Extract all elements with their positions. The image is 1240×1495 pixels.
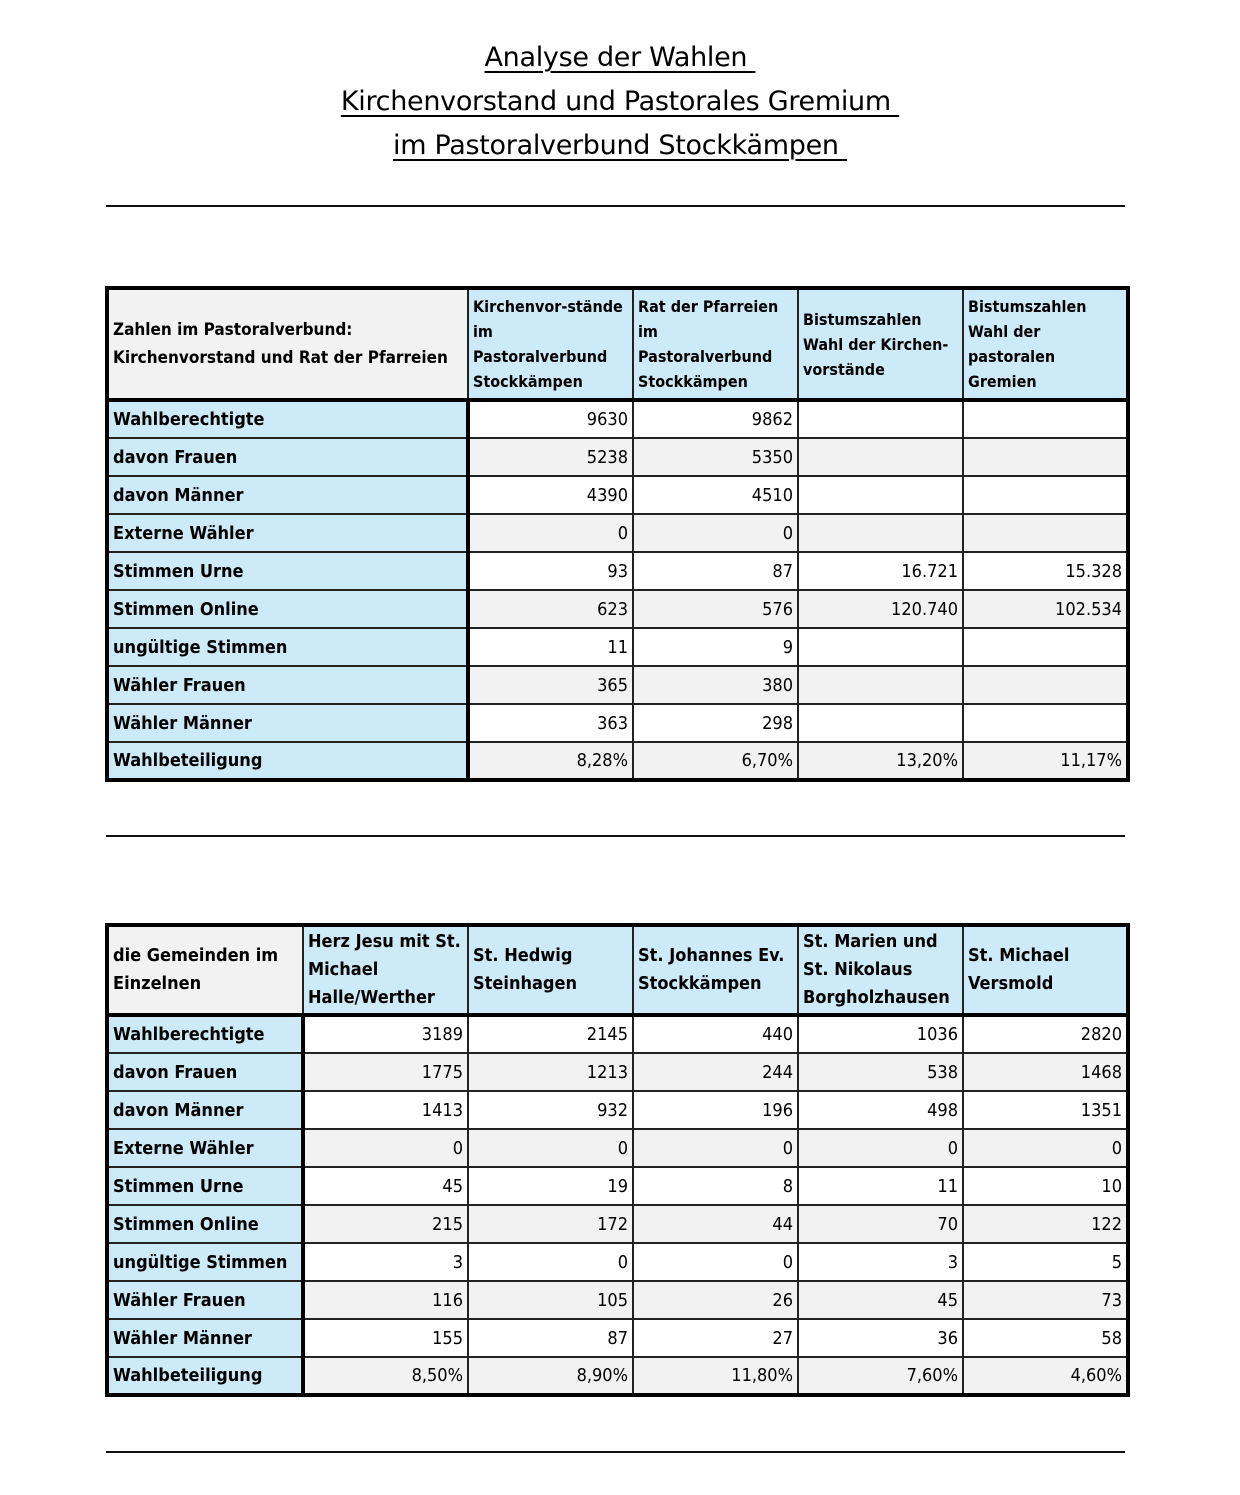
table-cell: 0 <box>633 514 798 552</box>
table2-body <box>107 1015 1128 1395</box>
table-row <box>107 1281 1128 1319</box>
column-header: St. Michael Versmold <box>963 925 1128 1015</box>
separator-line-2 <box>106 835 1125 837</box>
table-cell: 9 <box>633 628 798 666</box>
table-cell: 13,20% <box>798 742 963 780</box>
row-label: Stimmen Urne <box>107 1167 303 1205</box>
table-cell <box>963 514 1128 552</box>
table-cell: 9630 <box>468 400 633 438</box>
column-header: Kirchenvor-stände im Pastoralverbund Stockkämpen <box>468 288 633 400</box>
row-label: ungültige Stimmen <box>107 628 468 666</box>
row-label: Wähler Frauen <box>107 1281 303 1319</box>
table-cell: 0 <box>468 514 633 552</box>
table-cell: 44 <box>633 1205 798 1243</box>
table-cell <box>963 666 1128 704</box>
table-cell: 5 <box>963 1243 1128 1281</box>
table-row <box>107 400 1128 438</box>
table-row <box>107 476 1128 514</box>
column-header: St. Johannes Ev. Stockkämpen <box>633 925 798 1015</box>
table-cell: 15.328 <box>963 552 1128 590</box>
table-cell <box>963 438 1128 476</box>
table-cell: 11 <box>468 628 633 666</box>
table-cell: 623 <box>468 590 633 628</box>
table-row <box>107 1205 1128 1243</box>
table-cell: 2145 <box>468 1015 633 1053</box>
table-row <box>107 1357 1128 1395</box>
table-row <box>107 628 1128 666</box>
table-cell: 440 <box>633 1015 798 1053</box>
column-header: Bistumszahlen Wahl der pastoralen Gremien <box>963 288 1128 400</box>
table-cell: 27 <box>633 1319 798 1357</box>
table-cell: 4510 <box>633 476 798 514</box>
table-cell: 8,28% <box>468 742 633 780</box>
table-cell <box>798 628 963 666</box>
table-header-row <box>107 925 1128 1015</box>
table-cell: 122 <box>963 1205 1128 1243</box>
table-cell: 5350 <box>633 438 798 476</box>
table-cell: 538 <box>798 1053 963 1091</box>
table-cell: 0 <box>963 1129 1128 1167</box>
table-row <box>107 1167 1128 1205</box>
table1-body <box>107 400 1128 780</box>
table-cell <box>798 704 963 742</box>
table-cell: 1213 <box>468 1053 633 1091</box>
table-cell: 93 <box>468 552 633 590</box>
table-cell <box>963 628 1128 666</box>
table-cell: 58 <box>963 1319 1128 1357</box>
table-row <box>107 1129 1128 1167</box>
table-cell: 8,50% <box>303 1357 468 1395</box>
table-cell: 6,70% <box>633 742 798 780</box>
title-line-1: Analyse der Wahlen <box>484 42 756 73</box>
table-cell: 1413 <box>303 1091 468 1129</box>
row-label: Wähler Männer <box>107 704 468 742</box>
table-cell: 576 <box>633 590 798 628</box>
table-corner-header: Zahlen im Pastoralverbund: Kirchenvorstand und Rat der Pfarreien <box>107 288 468 400</box>
column-header: St. Marien und St. Nikolaus Borgholzhausen <box>798 925 963 1015</box>
row-label: davon Männer <box>107 476 468 514</box>
row-label: Wähler Männer <box>107 1319 303 1357</box>
table-row <box>107 590 1128 628</box>
table-cell: 8,90% <box>468 1357 633 1395</box>
table-cell <box>963 476 1128 514</box>
row-label: Wähler Frauen <box>107 666 468 704</box>
table-cell: 5238 <box>468 438 633 476</box>
separator-line-1 <box>106 205 1125 207</box>
row-label: Wahlberechtigte <box>107 400 468 438</box>
pastoralverbund-table <box>105 286 1130 782</box>
row-label: Wahlbeteiligung <box>107 742 468 780</box>
table-cell: 3 <box>798 1243 963 1281</box>
table-cell: 0 <box>303 1129 468 1167</box>
table-cell: 1351 <box>963 1091 1128 1129</box>
table-cell: 7,60% <box>798 1357 963 1395</box>
column-header: Herz Jesu mit St. Michael Halle/Werther <box>303 925 468 1015</box>
table-cell: 298 <box>633 704 798 742</box>
table-cell: 1468 <box>963 1053 1128 1091</box>
table-cell: 363 <box>468 704 633 742</box>
table-cell: 87 <box>468 1319 633 1357</box>
table-cell: 19 <box>468 1167 633 1205</box>
table-cell: 26 <box>633 1281 798 1319</box>
table-cell: 73 <box>963 1281 1128 1319</box>
table-cell: 4390 <box>468 476 633 514</box>
table-cell: 244 <box>633 1053 798 1091</box>
row-label: davon Männer <box>107 1091 303 1129</box>
table-row <box>107 438 1128 476</box>
table-cell: 2820 <box>963 1015 1128 1053</box>
table-cell: 365 <box>468 666 633 704</box>
table-cell <box>963 400 1128 438</box>
table-cell: 16.721 <box>798 552 963 590</box>
table-cell: 0 <box>468 1243 633 1281</box>
table-cell: 4,60% <box>963 1357 1128 1395</box>
document-title <box>0 36 1240 168</box>
row-label: Stimmen Online <box>107 590 468 628</box>
table-row <box>107 1243 1128 1281</box>
table-cell: 155 <box>303 1319 468 1357</box>
table-cell: 10 <box>963 1167 1128 1205</box>
table-cell: 1775 <box>303 1053 468 1091</box>
table-cell: 70 <box>798 1205 963 1243</box>
table-cell: 1036 <box>798 1015 963 1053</box>
row-label: Stimmen Online <box>107 1205 303 1243</box>
table-cell <box>798 400 963 438</box>
table-cell: 932 <box>468 1091 633 1129</box>
table-cell <box>798 438 963 476</box>
table-row <box>107 1319 1128 1357</box>
table-cell: 102.534 <box>963 590 1128 628</box>
table-row <box>107 666 1128 704</box>
table-cell: 87 <box>633 552 798 590</box>
table-cell: 36 <box>798 1319 963 1357</box>
table-cell <box>963 704 1128 742</box>
row-label: davon Frauen <box>107 1053 303 1091</box>
table-row <box>107 1053 1128 1091</box>
table-cell <box>798 514 963 552</box>
row-label: Externe Wähler <box>107 514 468 552</box>
table-cell: 172 <box>468 1205 633 1243</box>
row-label: Externe Wähler <box>107 1129 303 1167</box>
row-label: Wahlberechtigte <box>107 1015 303 1053</box>
table-cell: 0 <box>633 1243 798 1281</box>
table-cell: 105 <box>468 1281 633 1319</box>
table-cell <box>798 476 963 514</box>
table-row <box>107 514 1128 552</box>
table-cell: 215 <box>303 1205 468 1243</box>
table-cell: 8 <box>633 1167 798 1205</box>
table-header-row <box>107 288 1128 400</box>
table-row <box>107 742 1128 780</box>
table-row <box>107 552 1128 590</box>
separator-line-3 <box>106 1451 1125 1453</box>
table-cell: 45 <box>798 1281 963 1319</box>
table-cell: 380 <box>633 666 798 704</box>
table-cell: 11,80% <box>633 1357 798 1395</box>
table-cell: 116 <box>303 1281 468 1319</box>
table-cell: 3189 <box>303 1015 468 1053</box>
table-cell <box>798 666 963 704</box>
row-label: ungültige Stimmen <box>107 1243 303 1281</box>
table-row <box>107 704 1128 742</box>
column-header: Rat der Pfarreien im Pastoralverbund Stockkämpen <box>633 288 798 400</box>
table-row <box>107 1015 1128 1053</box>
gemeinden-table <box>105 923 1130 1397</box>
table-cell: 11 <box>798 1167 963 1205</box>
table-cell: 3 <box>303 1243 468 1281</box>
column-header: St. Hedwig Steinhagen <box>468 925 633 1015</box>
table-cell: 498 <box>798 1091 963 1129</box>
table-cell: 45 <box>303 1167 468 1205</box>
title-line-2: Kirchenvorstand und Pastorales Gremium <box>340 86 900 117</box>
table-corner-header: die Gemeinden im Einzelnen <box>107 925 303 1015</box>
row-label: davon Frauen <box>107 438 468 476</box>
column-header: Bistumszahlen Wahl der Kirchen-vorstände <box>798 288 963 400</box>
table-cell: 0 <box>468 1129 633 1167</box>
table-cell: 9862 <box>633 400 798 438</box>
title-line-3: im Pastoralverbund Stockkämpen <box>393 130 847 161</box>
table-cell: 11,17% <box>963 742 1128 780</box>
table-row <box>107 1091 1128 1129</box>
row-label: Wahlbeteiligung <box>107 1357 303 1395</box>
table-cell: 196 <box>633 1091 798 1129</box>
table-cell: 0 <box>798 1129 963 1167</box>
table-cell: 0 <box>633 1129 798 1167</box>
table-cell: 120.740 <box>798 590 963 628</box>
row-label: Stimmen Urne <box>107 552 468 590</box>
